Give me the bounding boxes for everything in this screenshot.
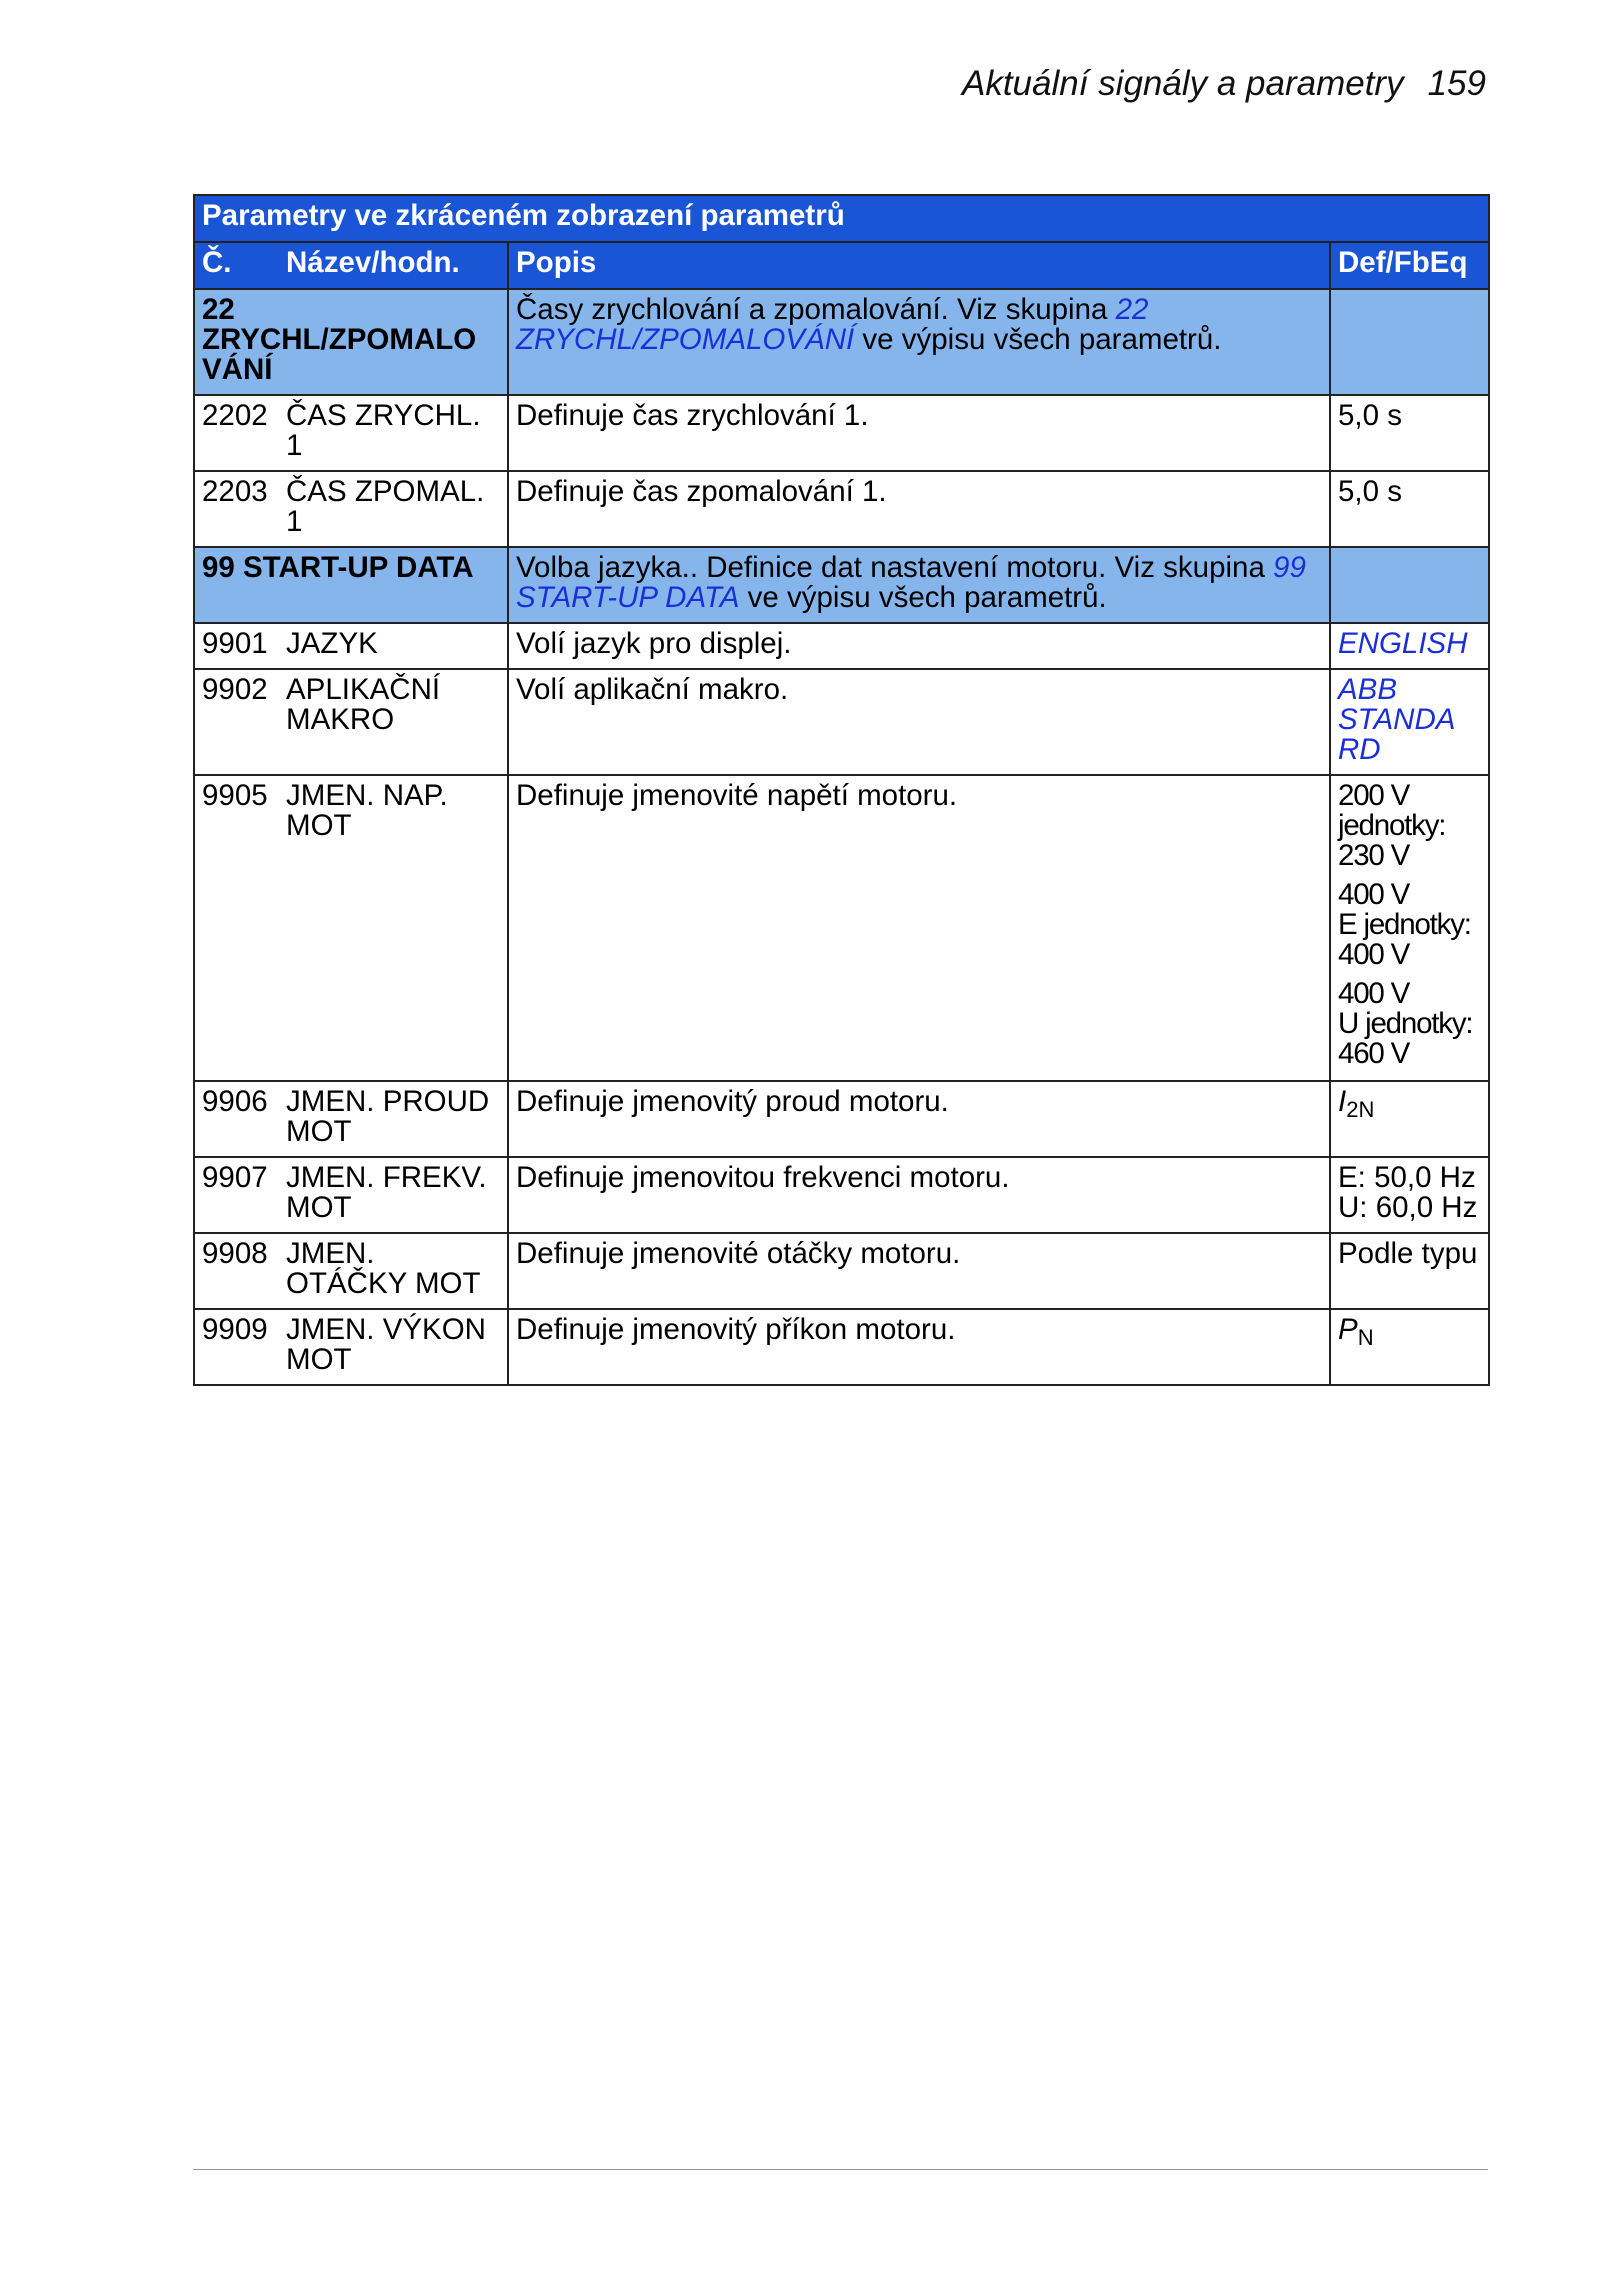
- header-no-name: [194, 242, 508, 289]
- page-number: 159: [1427, 64, 1486, 103]
- table-row: [194, 1309, 1489, 1385]
- param-9907-name: 9907 JMEN. FREKV. MOT: [194, 1157, 508, 1233]
- group-99-name: 99 START-UP DATA: [194, 547, 508, 623]
- param-9901-name: 9901 JAZYK: [194, 623, 508, 669]
- group-22-def: [1330, 289, 1489, 395]
- table-row: [194, 623, 1489, 669]
- param-9905-desc: Definuje jmenovité napětí motoru.: [508, 775, 1330, 1081]
- table-title: Parametry ve zkráceném zobrazení parametrů: [194, 195, 1489, 242]
- header-no: Č.: [202, 246, 232, 279]
- def-block-generic: 200 V jednotky: 230 V: [1338, 779, 1446, 872]
- group-22-desc: Časy zrychlování a zpomalování. Viz skupina 22 ZRYCHL/ZPOMALOVÁNÍ ve výpisu všech parametrů.: [508, 289, 1330, 395]
- param-2202-desc: Definuje čas zrychlování 1.: [508, 395, 1330, 471]
- table-row: [194, 395, 1489, 471]
- page-header: [962, 64, 1486, 104]
- group-99-def: [1330, 547, 1489, 623]
- group-22-link[interactable]: 22 ZRYCHL/ZPOMALOVÁNÍ: [516, 293, 1149, 356]
- param-9906-name: 9906 JMEN. PROUD MOT: [194, 1081, 508, 1157]
- footer-divider: [193, 2169, 1488, 2170]
- header-desc: Popis: [508, 242, 1330, 289]
- group-99-link[interactable]: 99 START-UP DATA: [516, 551, 1306, 614]
- param-9907-def: E: 50,0 Hz U: 60,0 Hz: [1330, 1157, 1489, 1233]
- param-9908-name: 9908 JMEN. OTÁČKY MOT: [194, 1233, 508, 1309]
- param-2202-name: 2202 ČAS ZRYCHL. 1: [194, 395, 508, 471]
- table-row: [194, 1081, 1489, 1157]
- header-def: Def/FbEq: [1330, 242, 1489, 289]
- param-9901-def: ENGLISH: [1330, 623, 1489, 669]
- param-9909-desc: Definuje jmenovitý příkon motoru.: [508, 1309, 1330, 1385]
- group-22-name: 22 ZRYCHL/ZPOMALO VÁNÍ: [194, 289, 508, 395]
- param-2202-def: 5,0 s: [1330, 395, 1489, 471]
- param-9902-def: ABB STANDA RD: [1330, 669, 1489, 775]
- param-2203-name: 2203 ČAS ZPOMAL. 1: [194, 471, 508, 547]
- param-9905-name: 9905 JMEN. NAP. MOT: [194, 775, 508, 1081]
- param-9902-name: 9902 APLIKAČNÍ MAKRO: [194, 669, 508, 775]
- group-row-99: [194, 547, 1489, 623]
- param-9908-desc: Definuje jmenovité otáčky motoru.: [508, 1233, 1330, 1309]
- param-2203-desc: Definuje čas zpomalování 1.: [508, 471, 1330, 547]
- param-9907-desc: Definuje jmenovitou frekvenci motoru.: [508, 1157, 1330, 1233]
- table-row: [194, 471, 1489, 547]
- param-9909-def: $P_N$: [1330, 1309, 1489, 1385]
- table-row: [194, 775, 1489, 1081]
- group-row-22: [194, 289, 1489, 395]
- param-9901-desc: Volí jazyk pro displej.: [508, 623, 1330, 669]
- table-title-row: [194, 195, 1489, 242]
- param-9902-desc: Volí aplikační makro.: [508, 669, 1330, 775]
- table-row: [194, 1157, 1489, 1233]
- param-9905-def: [1330, 775, 1489, 1081]
- param-9908-def: Podle typu: [1330, 1233, 1489, 1309]
- def-block-e: 400 V E jednotky: 400 V: [1338, 878, 1471, 971]
- group-99-desc: Volba jazyka.. Definice dat nastavení motoru. Viz skupina 99 START-UP DATA ve výpisu všech parametrů.: [508, 547, 1330, 623]
- table-row: [194, 669, 1489, 775]
- param-9909-name: 9909 JMEN. VÝKON MOT: [194, 1309, 508, 1385]
- running-title: Aktuální signály a parametry: [961, 64, 1404, 103]
- def-block-u: 400 V U jednotky: 460 V: [1338, 977, 1473, 1070]
- table-row: [194, 1233, 1489, 1309]
- param-2203-def: 5,0 s: [1330, 471, 1489, 547]
- param-9906-desc: Definuje jmenovitý proud motoru.: [508, 1081, 1330, 1157]
- table-header-row: [194, 242, 1489, 289]
- header-name: Název/hodn.: [286, 246, 460, 279]
- param-9906-def: $I_{2N}$: [1330, 1081, 1489, 1157]
- parameters-table: [193, 194, 1490, 1386]
